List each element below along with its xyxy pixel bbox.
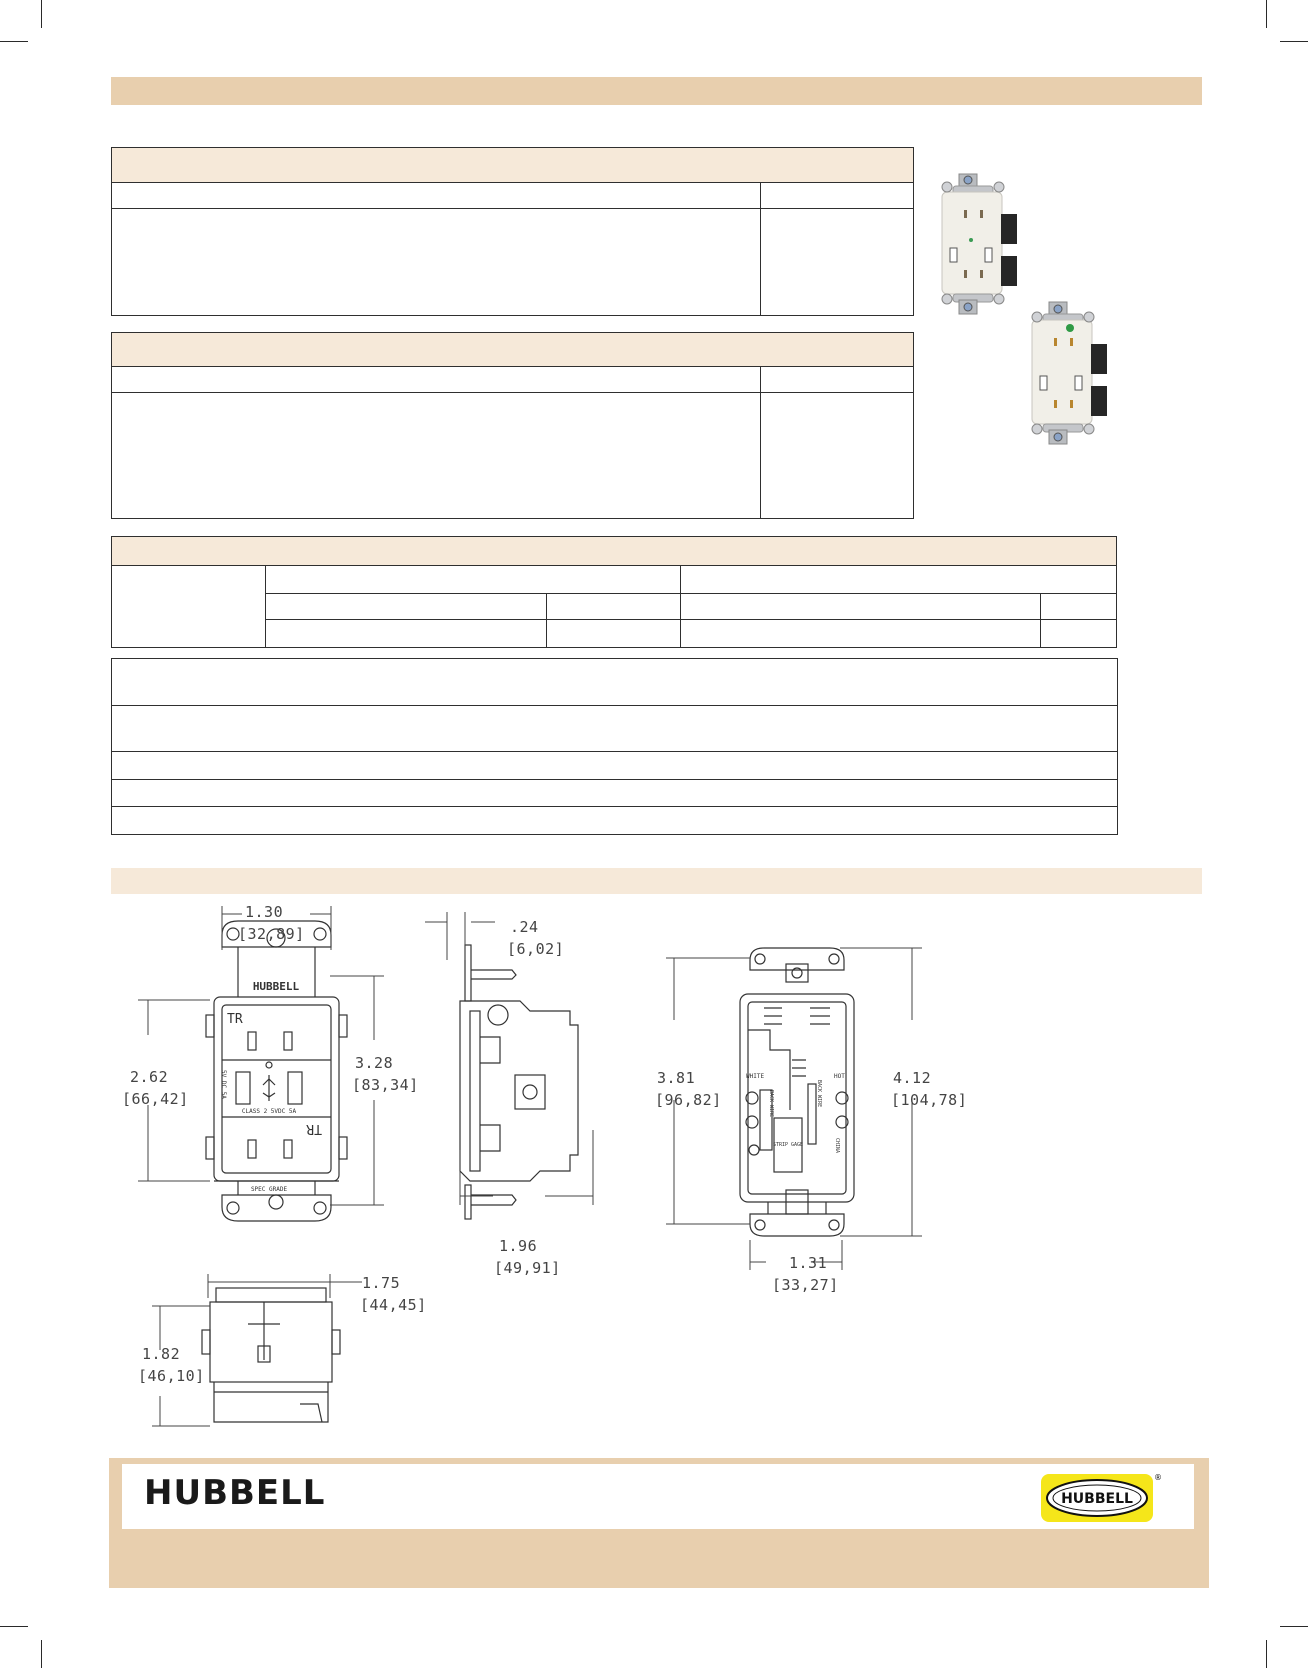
back-hot-label: HOT [834, 1073, 845, 1080]
crop-mark-tl-v [41, 0, 42, 28]
hubbell-badge-logo [1040, 1470, 1162, 1526]
back-strip-label: STRIP GAGE [772, 1142, 804, 1148]
front-strap-mm: [66,42] [122, 1090, 189, 1108]
back-height-mm: [96,82] [655, 1091, 722, 1109]
crop-mark-bl-v [41, 1640, 42, 1668]
notes-row-3 [112, 779, 1117, 780]
crop-mark-bl-h [0, 1626, 28, 1627]
front-tr-bottom: TR [306, 1121, 322, 1136]
spec-table-1-col-line [760, 182, 761, 315]
front-strap-in: 2.62 [130, 1068, 169, 1086]
front-grade-label: SPEC GRADE [250, 1186, 288, 1193]
badge-text: HUBBELL [1061, 1491, 1133, 1507]
spec-table-3-row-1 [265, 593, 1116, 594]
front-height-mm: [83,34] [352, 1076, 419, 1094]
spec-table-2-row-line [112, 392, 913, 393]
crop-mark-tr-h [1280, 41, 1308, 42]
spec-table-3 [111, 536, 1117, 648]
registered-mark: ® [1154, 1473, 1162, 1482]
crop-mark-br-h [1280, 1626, 1308, 1627]
front-width-mm: [32,89] [238, 925, 305, 943]
back-width-mm: [33,27] [772, 1276, 839, 1294]
bottom-height-in: 1.82 [142, 1345, 181, 1363]
spec-table-1-row-line [112, 208, 913, 209]
back-width-in: 1.31 [789, 1254, 828, 1272]
hubbell-wordmark: HUBBELL [144, 1473, 326, 1513]
crop-mark-tl-h [0, 41, 28, 42]
spec-table-3-col-c [546, 593, 547, 647]
side-depth-top-in: .24 [510, 918, 539, 936]
side-depth-mm: [49,91] [494, 1259, 561, 1277]
product-photo [935, 170, 1135, 470]
spec-table-3-col-a [265, 565, 266, 647]
crop-mark-br-v [1266, 1640, 1267, 1668]
back-height-in: 3.81 [657, 1069, 696, 1087]
front-tr-top: TR [227, 1012, 243, 1027]
side-depth-top-mm: [6,02] [507, 940, 565, 958]
spec-table-3-col-d [1040, 593, 1041, 647]
back-dimension-lines [660, 940, 930, 1280]
back-wire-right-label: BACK WIRE [816, 1080, 822, 1108]
top-header-band [111, 77, 1202, 105]
receptacle-photo-hospital [1032, 302, 1107, 444]
spec-table-3-col-b [680, 565, 681, 647]
back-china-label: CHINA [834, 1138, 840, 1154]
spec-table-1 [111, 147, 914, 316]
spec-table-2-header [112, 333, 913, 367]
front-height-in: 3.28 [355, 1054, 394, 1072]
dimensions-band [111, 868, 1202, 894]
back-wire-left-label: BACK WIRE [768, 1090, 774, 1118]
front-usb-label: CLASS 2 5VDC 5A [241, 1108, 297, 1115]
crop-mark-tr-v [1266, 0, 1267, 28]
spec-table-3-header [112, 537, 1116, 566]
back-white-label: WHITE [746, 1073, 765, 1080]
notes-row-4 [112, 806, 1117, 807]
spec-table-2 [111, 332, 914, 519]
front-brand-label: HUBBELL [252, 980, 300, 993]
bottom-height-mm: [46,10] [138, 1367, 205, 1385]
bottom-width-in: 1.75 [362, 1274, 401, 1292]
receptacle-photo-white [942, 174, 1017, 314]
bottom-width-mm: [44,45] [360, 1296, 427, 1314]
notes-table [111, 658, 1118, 835]
back-total-in: 4.12 [893, 1069, 932, 1087]
front-side-label: 5V DC 5A [220, 1070, 227, 1099]
back-total-mm: [104,78] [891, 1091, 968, 1109]
spec-table-1-header [112, 148, 913, 183]
side-depth-in: 1.96 [499, 1237, 538, 1255]
notes-row-2 [112, 751, 1117, 752]
notes-row-1 [112, 705, 1117, 706]
spec-table-2-col-line [760, 366, 761, 518]
spec-table-3-row-2 [265, 619, 1116, 620]
front-width-in: 1.30 [245, 903, 284, 921]
